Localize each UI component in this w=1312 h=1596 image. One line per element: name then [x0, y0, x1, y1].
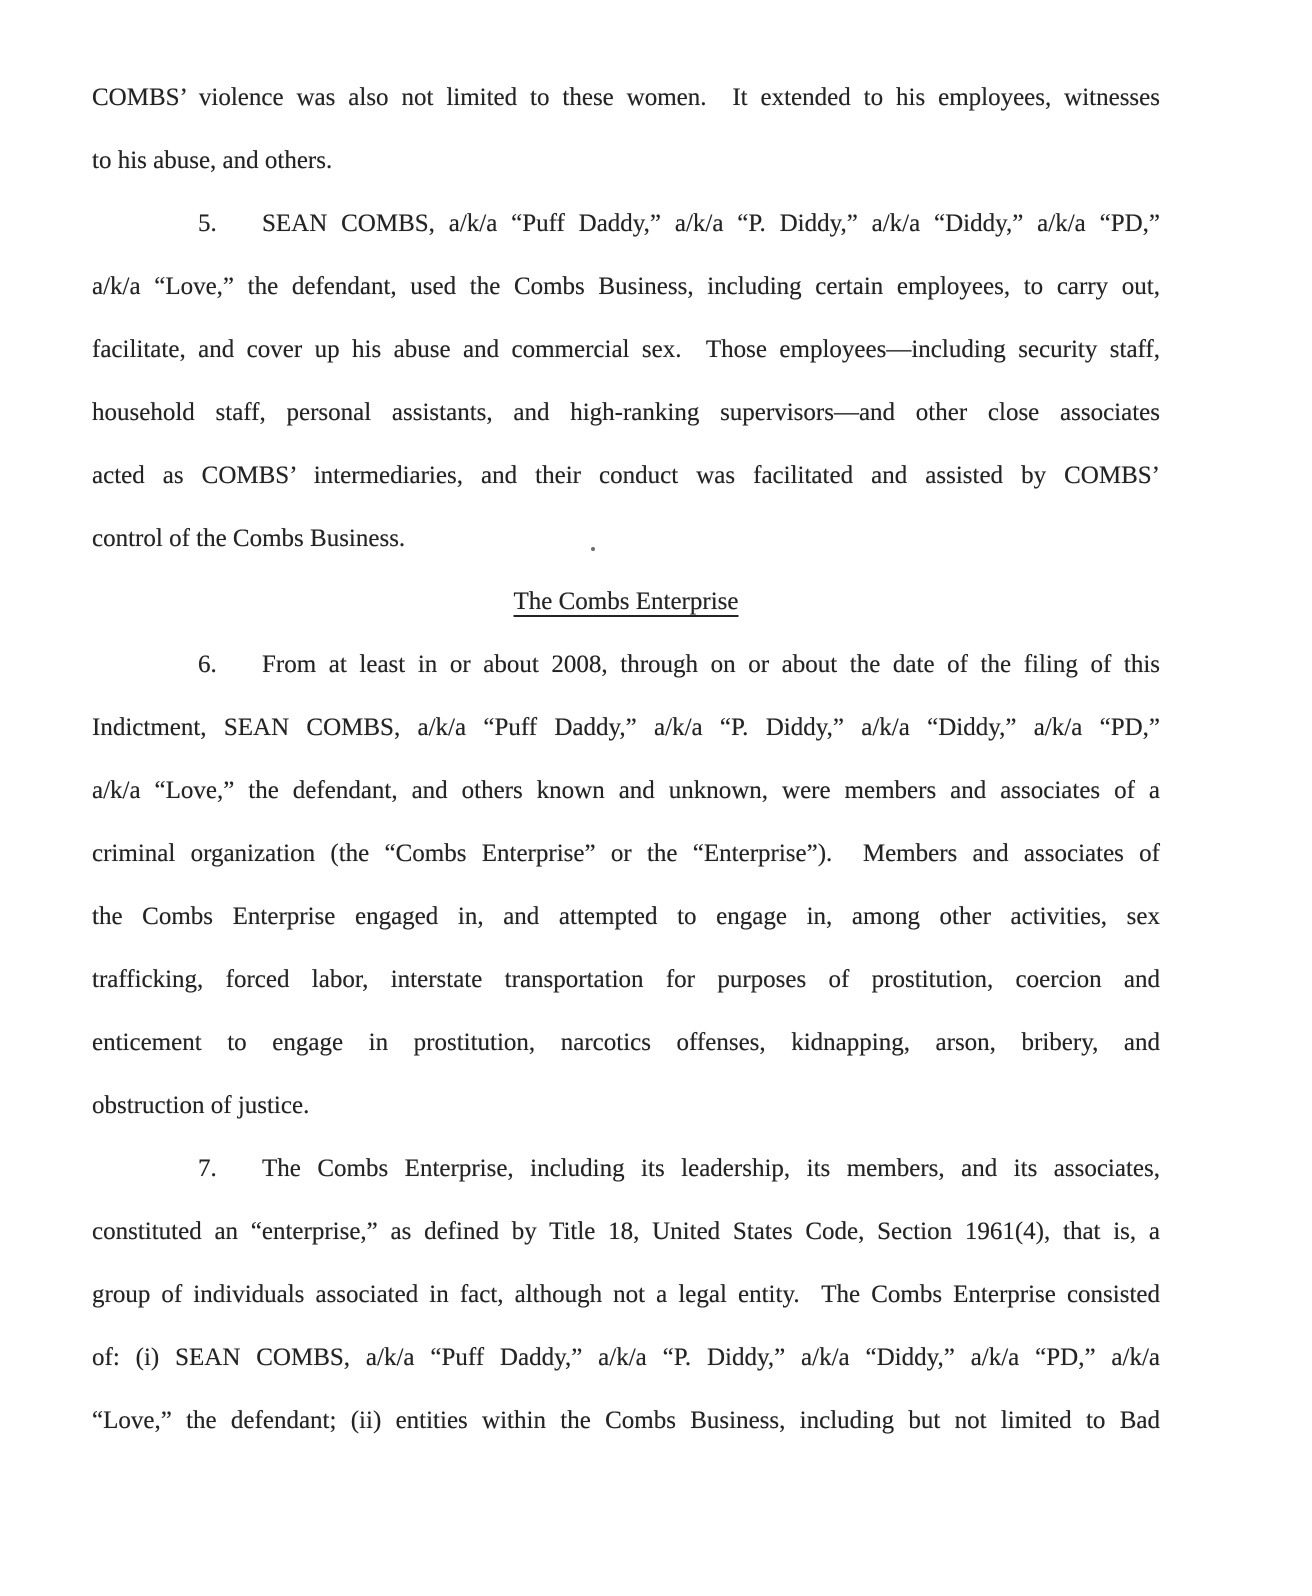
scan-artifact-dot — [591, 547, 595, 551]
document-line: to his abuse, and others. — [92, 147, 333, 174]
document-line: acted as COMBS’ intermediaries, and their conduct was facilitated and assisted by COMBS’ — [92, 462, 1160, 489]
document-line: COMBS’ violence was also not limited to these women. It extended to his employees, witnesses — [92, 84, 1160, 111]
document-line: obstruction of justice. — [92, 1092, 310, 1119]
document-text-block — [92, 66, 1160, 1452]
document-line: a/k/a “Love,” the defendant, and others known and unknown, were members and associates of a — [92, 777, 1160, 804]
document-line-paragraph-5 — [92, 192, 1160, 255]
document-line: of: (i) SEAN COMBS, a/k/a “Puff Daddy,” a/k/a “P. Diddy,” a/k/a “Diddy,” a/k/a “PD,” a/k/a — [92, 1344, 1160, 1371]
document-line: Indictment, SEAN COMBS, a/k/a “Puff Daddy,” a/k/a “P. Diddy,” a/k/a “Diddy,” a/k/a “PD,” — [92, 714, 1160, 741]
document-line: a/k/a “Love,” the defendant, used the Combs Business, including certain employees, to carry out, — [92, 273, 1160, 300]
document-line: enticement to engage in prostitution, narcotics offenses, kidnapping, arson, bribery, and — [92, 1029, 1160, 1056]
document-line: control of the Combs Business. — [92, 525, 406, 552]
paragraph-number: 5. — [198, 210, 217, 237]
document-line: criminal organization (the “Combs Enterprise” or the “Enterprise”). Members and associates of — [92, 840, 1160, 867]
document-line: facilitate, and cover up his abuse and commercial sex. Those employees—including security staff, — [92, 336, 1160, 363]
paragraph-number: 7. — [198, 1155, 217, 1182]
paragraph-text: SEAN COMBS, a/k/a “Puff Daddy,” a/k/a “P. Diddy,” a/k/a “Diddy,” a/k/a “PD,” — [262, 210, 1160, 237]
document-line: trafficking, forced labor, interstate transportation for purposes of prostitution, coercion and — [92, 966, 1160, 993]
section-heading: The Combs Enterprise — [513, 588, 739, 615]
document-line: household staff, personal assistants, and high-ranking supervisors—and other close associates — [92, 399, 1160, 426]
document-line-paragraph-6 — [92, 633, 1160, 696]
paragraph-number: 6. — [198, 651, 217, 678]
document-line: the Combs Enterprise engaged in, and attempted to engage in, among other activities, sex — [92, 903, 1160, 930]
document-line: group of individuals associated in fact, although not a legal entity. The Combs Enterprise consisted — [92, 1281, 1160, 1308]
section-heading-row — [92, 570, 1160, 633]
document-line-paragraph-7 — [92, 1137, 1160, 1200]
paragraph-text: The Combs Enterprise, including its leadership, its members, and its associates, — [262, 1155, 1160, 1182]
document-line: constituted an “enterprise,” as defined by Title 18, United States Code, Section 1961(4), that is, a — [92, 1218, 1160, 1245]
paragraph-text: From at least in or about 2008, through on or about the date of the filing of this — [262, 651, 1160, 678]
document-line: “Love,” the defendant; (ii) entities within the Combs Business, including but not limited to Bad — [92, 1407, 1160, 1434]
